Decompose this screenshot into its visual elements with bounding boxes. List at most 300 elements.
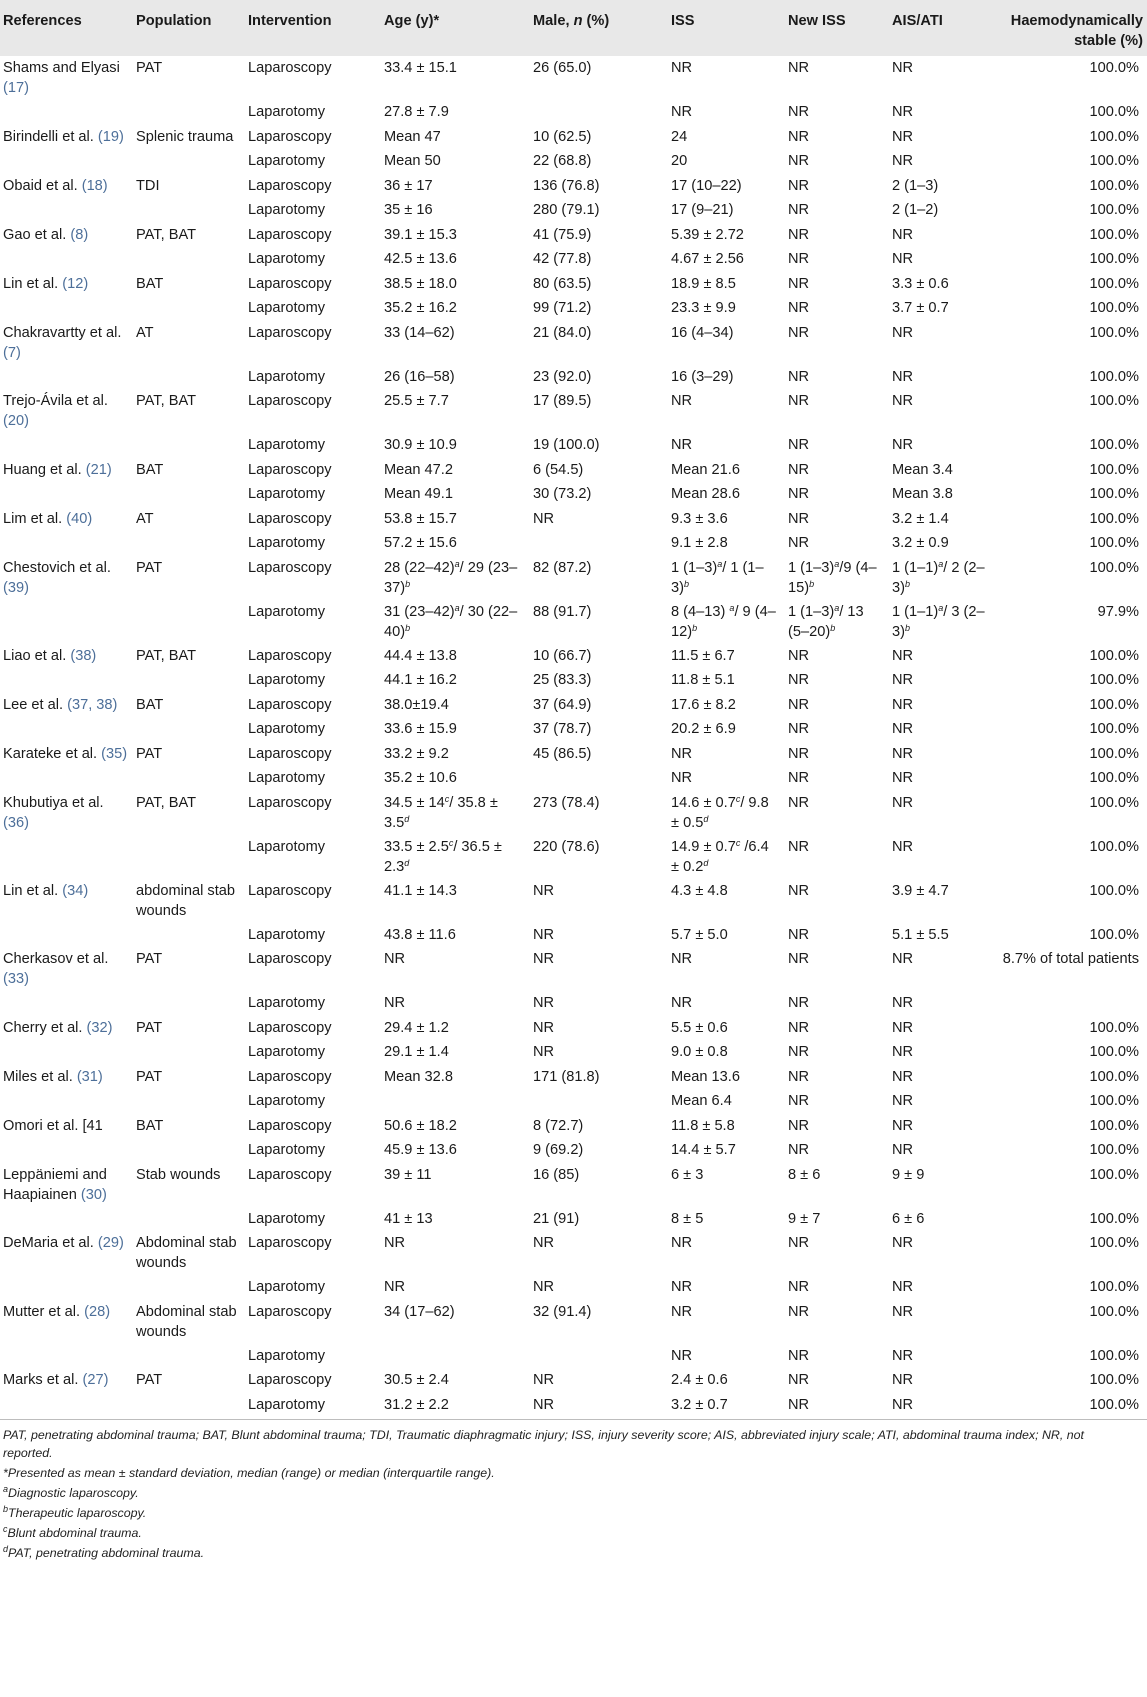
cell-male: NR (533, 510, 555, 527)
cell-ais-ati: NR (892, 251, 914, 267)
cell-ais-ati: NR (892, 794, 914, 811)
cell-iss: Mean 6.4 (671, 1093, 732, 1109)
cell-iss: 5.39 ± 2.72 (671, 226, 744, 243)
cell-male: 45 (86.5) (533, 745, 592, 762)
cell-iss: 14.6 ± 0.7$^c$/ 9.8 ± 0.5$^d$ (671, 793, 769, 831)
table-row (0, 1344, 1147, 1369)
cell-intervention: Laparoscopy (248, 1372, 332, 1388)
footnote-marker: b (692, 622, 698, 633)
cell-age: 33 (14–62) (384, 324, 455, 341)
cell-new-iss: 1 $(1-3)^a/$ 13 $(5-20)^b$ (788, 602, 864, 640)
cell-population (132, 149, 244, 174)
cell-reference: Huang et al. (21) (3, 461, 112, 478)
table-row (0, 879, 1147, 923)
cell-iss: 8 ± 5 (671, 1210, 704, 1227)
cell-male: 19 (100.0) (533, 437, 600, 453)
cell-haemodynamically-stable: 100.0% (1089, 721, 1139, 737)
cell-haemodynamically-stable: 100.0% (1089, 672, 1139, 688)
cell-new-iss: 1 $(1-3)^a/9$ $(4-15)^b$ (788, 558, 877, 596)
cell-new-iss: NR (788, 251, 810, 267)
cell-ais-ati: NR (892, 647, 914, 664)
cell-population (132, 1344, 244, 1369)
cell-haemodynamically-stable: 100.0% (1089, 1279, 1139, 1295)
footnote: *Presented as mean ± standard deviation, median (range) or median (interquartile range). (3, 1465, 495, 1480)
table-row (0, 1368, 1147, 1393)
cell-intervention: Laparoscopy (248, 275, 332, 292)
cell-male (529, 531, 667, 556)
cell-male: NR (533, 951, 555, 967)
cell-new-iss: NR (784, 1393, 888, 1420)
cell-ais-ati: 5.1 ± 5.5 (892, 926, 949, 943)
cell-ais-ati: 1 $(1-1)^a/$ 3 $(2-3)^b$ (892, 602, 985, 640)
cell-new-iss: NR (788, 461, 810, 478)
cell-population (132, 717, 244, 742)
reference-link[interactable]: (36) (3, 814, 29, 831)
cell-new-iss: NR (788, 838, 810, 855)
cell-intervention: Laparotomy (248, 1093, 326, 1109)
cell-reference (0, 1089, 132, 1114)
reference-link[interactable]: (33) (3, 971, 29, 987)
cell-male: 32 (91.4) (533, 1303, 592, 1320)
cell-ais-ati: 3.3 ± 0.6 (892, 275, 949, 292)
cell-age: 41 ± 13 (384, 1210, 433, 1227)
cell-reference: Miles et al. (31) (3, 1068, 103, 1085)
footnote-marker: d (3, 1543, 9, 1554)
footnote-marker: b (3, 1503, 9, 1514)
cell-population: PAT, BAT (136, 226, 197, 243)
cell-haemodynamically-stable: 100.0% (1089, 486, 1139, 502)
cell-population (132, 1040, 244, 1065)
reference-link[interactable]: (37, 38) (67, 696, 118, 713)
cell-age: 42.5 ± 13.6 (384, 251, 457, 267)
footnote-marker: a (834, 602, 840, 613)
reference-link[interactable]: (27) (82, 1372, 109, 1388)
cell-iss: 16 (4–34) (671, 324, 734, 341)
cell-population: abdominal stab wounds (136, 882, 235, 919)
table-row (0, 717, 1147, 742)
cell-age: 35 ± 16 (384, 202, 433, 218)
cell-haemodynamically-stable: 100.0% (1089, 393, 1139, 409)
cell-population (132, 482, 244, 507)
cell-haemodynamically-stable: 100.0% (1089, 60, 1139, 76)
cell-age: 31.2 ± 2.2 (380, 1393, 529, 1420)
cell-reference (0, 600, 132, 644)
cell-intervention: Laparotomy (248, 1347, 326, 1364)
table-row (0, 149, 1147, 174)
cell-ais-ati: Mean 3.4 (892, 461, 953, 478)
table-row (0, 223, 1147, 248)
cell-haemodynamically-stable: 100.0% (1089, 202, 1139, 218)
table-row (0, 1207, 1147, 1232)
cell-new-iss: NR (788, 510, 810, 527)
table-row (0, 531, 1147, 556)
cell-iss: NR (671, 60, 693, 76)
cell-iss: 23.3 ± 9.9 (671, 300, 736, 316)
cell-intervention: Laparotomy (248, 995, 326, 1011)
header-new-iss: New ISS (784, 0, 888, 56)
cell-new-iss: NR (788, 1279, 810, 1295)
footnote-marker: c (735, 837, 741, 848)
cell-population: BAT (136, 461, 164, 478)
cell-reference (0, 1138, 132, 1163)
cell-male: NR (533, 1372, 555, 1388)
cell-male: 9 (69.2) (533, 1142, 584, 1158)
cell-iss: 5.5 ± 0.6 (671, 1019, 728, 1036)
cell-age: 50.6 ± 18.2 (384, 1117, 457, 1134)
cell-reference: Liao et al. (38) (3, 647, 97, 664)
footnote: $^b$Therapeutic laparoscopy. (3, 1503, 147, 1520)
cell-population: BAT (136, 275, 164, 292)
footnote-marker: b (809, 578, 815, 589)
cell-haemodynamically-stable: 100.0% (1089, 153, 1139, 169)
footnote-marker: d (404, 813, 410, 824)
table-row (0, 947, 1147, 991)
cell-reference: Lee et al. (37, 38) (3, 696, 118, 713)
cell-age: 57.2 ± 15.6 (384, 535, 457, 551)
cell-male: 10 (62.5) (533, 128, 592, 145)
cell-reference: Obaid et al. (18) (3, 177, 108, 194)
footnote-marker: a (454, 558, 460, 569)
cell-new-iss: NR (788, 1303, 810, 1320)
cell-new-iss: NR (788, 1372, 810, 1388)
cell-new-iss: NR (788, 324, 810, 341)
cell-intervention: Laparotomy (248, 300, 326, 316)
cell-ais-ati: NR (892, 226, 914, 243)
cell-ais-ati: NR (892, 1372, 914, 1388)
cell-population: PAT (136, 1372, 163, 1388)
cell-population: BAT (136, 696, 164, 713)
cell-intervention: Laparoscopy (248, 461, 332, 478)
footnote: $^a$Diagnostic laparoscopy. (3, 1483, 139, 1500)
cell-male: 21 (84.0) (533, 324, 592, 341)
cell-intervention: Laparoscopy (248, 324, 332, 341)
footnote-marker: a (938, 558, 944, 569)
cell-population: Splenic trauma (136, 128, 234, 145)
cell-population: PAT, BAT (136, 393, 197, 409)
cell-iss: 11.8 ± 5.1 (671, 672, 735, 688)
cell-age: Mean 32.8 (384, 1068, 453, 1085)
cell-age: 38.5 ± 18.0 (384, 275, 457, 292)
cell-ais-ati: NR (892, 1068, 914, 1085)
cell-new-iss: NR (788, 745, 810, 762)
cell-reference: DeMaria et al. (29) (3, 1235, 124, 1251)
cell-male: 42 (77.8) (533, 251, 592, 267)
cell-reference (0, 835, 132, 879)
cell-haemodynamically-stable: 100.0% (1089, 838, 1139, 855)
cell-new-iss: NR (788, 794, 810, 811)
cell-population (132, 1275, 244, 1300)
cell-reference (0, 198, 132, 223)
reference-link[interactable]: (34) (62, 882, 89, 899)
reference-link[interactable]: (17) (3, 80, 29, 96)
cell-ais-ati: NR (892, 672, 914, 688)
cell-ais-ati: NR (892, 838, 914, 855)
footnote-marker: c (444, 793, 450, 804)
cell-iss: 14.4 ± 5.7 (671, 1142, 736, 1158)
cell-age: 34 (17–62) (384, 1303, 455, 1320)
cell-iss: 14.9 ± 0.7$^c$ /6.4 ± 0.2$^d$ (671, 837, 769, 875)
table-row (0, 668, 1147, 693)
cell-population (132, 600, 244, 644)
cell-haemodynamically-stable: 100.0% (1089, 1166, 1139, 1183)
cell-haemodynamically-stable: 100.0% (1089, 794, 1139, 811)
cell-iss: 2.4 ± 0.6 (671, 1372, 728, 1388)
table-row (0, 1393, 1147, 1420)
cell-male: 16 (85) (533, 1166, 580, 1183)
table-row (0, 296, 1147, 321)
cell-ais-ati: NR (892, 1303, 914, 1320)
cell-male: 6 (54.5) (533, 461, 584, 478)
cell-haemodynamically-stable: 100.0% (1089, 226, 1139, 243)
cell-reference (0, 923, 132, 948)
cell-ais-ati: 3.9 ± 4.7 (892, 882, 949, 899)
cell-intervention: Laparotomy (248, 721, 326, 737)
cell-iss: 16 (3–29) (671, 368, 734, 385)
table-row (0, 1065, 1147, 1090)
cell-age: Mean 47 (384, 128, 441, 145)
cell-new-iss: NR (788, 770, 810, 786)
cell-population: PAT (136, 745, 163, 762)
cell-new-iss: NR (788, 275, 810, 292)
cell-male: 273 (78.4) (533, 794, 600, 811)
cell-reference (0, 766, 132, 791)
cell-haemodynamically-stable: 100.0% (1089, 1347, 1139, 1364)
cell-haemodynamically-stable: 100.0% (1089, 128, 1139, 145)
cell-reference (0, 247, 132, 272)
reference-link[interactable]: (35) (101, 745, 128, 762)
cell-ais-ati: NR (892, 1093, 914, 1109)
cell-male: 17 (89.5) (533, 393, 592, 409)
cell-new-iss: NR (788, 1142, 810, 1158)
cell-iss: 11.8 ± 5.8 (671, 1117, 735, 1134)
cell-intervention: Laparotomy (248, 437, 326, 453)
cell-ais-ati: NR (892, 721, 914, 737)
header-age: Age (y)* (380, 0, 529, 56)
cell-reference (0, 717, 132, 742)
cell-male: NR (533, 1279, 555, 1295)
cell-intervention: Laparoscopy (248, 1303, 332, 1320)
cell-age: NR (384, 995, 406, 1011)
header-references: References (0, 0, 132, 56)
footnote-marker: b (904, 622, 910, 633)
cell-male (529, 1344, 667, 1369)
cell-male: NR (533, 882, 555, 899)
cell-male: NR (533, 926, 555, 943)
table-row (0, 644, 1147, 669)
cell-haemodynamically-stable: 100.0% (1089, 510, 1139, 527)
cell-male: 25 (83.3) (533, 672, 592, 688)
cell-male: 99 (71.2) (533, 300, 592, 316)
table-row (0, 1163, 1147, 1207)
cell-age: Mean 50 (384, 153, 441, 169)
cell-haemodynamically-stable: 100.0% (1089, 1019, 1139, 1036)
table-row (0, 321, 1147, 365)
cell-iss: 1 $(1-3)^a/$ 1 $(1-3)^b$ (671, 558, 764, 596)
footnote-marker: a (729, 602, 735, 613)
cell-new-iss: NR (788, 226, 810, 243)
cell-male: 280 (79.1) (533, 202, 600, 218)
reference-link[interactable]: (12) (62, 275, 89, 292)
cell-reference: Gao et al. (8) (3, 226, 89, 243)
cell-intervention: Laparoscopy (248, 647, 332, 664)
cell-iss: NR (671, 1235, 693, 1251)
cell-haemodynamically-stable: 100.0% (1089, 696, 1139, 713)
cell-iss: Mean 21.6 (671, 461, 740, 478)
cell-iss: NR (671, 1279, 693, 1295)
cell-new-iss: NR (788, 1019, 810, 1036)
reference-link[interactable]: (18) (81, 177, 108, 194)
reference-link[interactable]: (28) (84, 1303, 111, 1320)
cell-ais-ati: NR (892, 393, 914, 409)
footnote: PAT, penetrating abdominal trauma; BAT, Blunt abdominal trauma; TDI, Traumatic diaphragmatic injury; ISS, injury severity score; AIS, abbreviated injury scale; ATI, abdominal trauma index; NR, not reported. (3, 1427, 1084, 1460)
table-row (0, 247, 1147, 272)
cell-haemodynamically-stable: 100.0% (1089, 1210, 1139, 1227)
cell-iss: 9.0 ± 0.8 (671, 1044, 728, 1060)
cell-iss: NR (671, 437, 693, 453)
footnote-marker: b (405, 578, 411, 589)
cell-intervention: Laparoscopy (248, 226, 332, 243)
cell-population (132, 668, 244, 693)
cell-haemodynamically-stable: 100.0% (1089, 104, 1139, 120)
cell-intervention: Laparoscopy (248, 1068, 332, 1085)
cell-age: 27.8 ± 7.9 (384, 104, 449, 120)
cell-intervention: Laparotomy (248, 1279, 326, 1295)
cell-population: Abdominal stab wounds (136, 1303, 237, 1340)
cell-age: 35.2 ± 16.2 (384, 300, 457, 316)
cell-iss: NR (671, 951, 693, 967)
cell-male: 21 (91) (533, 1210, 580, 1227)
reference-link[interactable]: (38) (70, 647, 97, 664)
footnote-marker: c (735, 793, 741, 804)
cell-population (132, 991, 244, 1016)
cell-age: 33.2 ± 9.2 (384, 745, 449, 762)
cell-new-iss: NR (788, 128, 810, 145)
cell-haemodynamically-stable: 100.0% (1089, 1044, 1139, 1060)
footnote-marker: b (904, 578, 910, 589)
cell-intervention: Laparoscopy (248, 510, 332, 527)
cell-haemodynamically-stable: 100.0% (1089, 177, 1139, 194)
cell-haemodynamically-stable: 100.0% (1089, 300, 1139, 316)
cell-ais-ati: NR (892, 104, 914, 120)
table-row (0, 272, 1147, 297)
cell-ais-ati: NR (892, 1044, 914, 1060)
reference-link[interactable]: (7) (3, 344, 21, 361)
cell-population (132, 923, 244, 948)
cell-iss: Mean 13.6 (671, 1068, 740, 1085)
cell-age: 44.1 ± 16.2 (384, 672, 457, 688)
reference-link[interactable]: (30) (80, 1186, 107, 1203)
cell-population (132, 766, 244, 791)
cell-ais-ati: 3.2 ± 0.9 (892, 535, 949, 551)
cell-population (132, 365, 244, 390)
cell-reference: Mutter et al. (28) (3, 1303, 111, 1320)
header-ais-ati: AIS/ATI (888, 0, 989, 56)
reference-link[interactable]: (19) (97, 128, 124, 145)
cell-male: 8 (72.7) (533, 1117, 584, 1134)
cell-population: PAT (136, 60, 163, 76)
reference-link[interactable]: (29) (97, 1235, 124, 1251)
cell-male: 136 (76.8) (533, 177, 600, 194)
table-row (0, 1114, 1147, 1139)
footnote-marker: d (703, 813, 709, 824)
table-row (0, 600, 1147, 644)
cell-iss: 4.67 ± 2.56 (671, 251, 744, 267)
cell-haemodynamically-stable: 100.0% (1089, 324, 1139, 341)
cell-ais-ati: 2 (1–2) (892, 202, 939, 218)
cell-iss: NR (671, 1347, 693, 1364)
cell-age: 39 ± 11 (384, 1166, 432, 1183)
cell-intervention: Laparoscopy (248, 745, 332, 762)
reference-link[interactable]: (31) (76, 1068, 103, 1085)
cell-population (132, 1138, 244, 1163)
cell-reference: Omori et al. [41 (3, 1117, 103, 1134)
cell-new-iss: 8 ± 6 (788, 1166, 821, 1183)
table-row (0, 56, 1147, 100)
footnote: $^d$PAT, penetrating abdominal trauma. (3, 1543, 205, 1560)
cell-reference (0, 668, 132, 693)
cell-reference (0, 365, 132, 390)
reference-link[interactable]: (39) (3, 579, 29, 596)
cell-ais-ati: NR (892, 696, 914, 713)
reference-link[interactable]: (40) (66, 510, 93, 527)
cell-age: $34.5 \pm 14^c/$ 35.8 ± 3.5$^d$ (384, 793, 498, 831)
reference-link[interactable]: (8) (70, 226, 89, 243)
cell-male: 22 (68.8) (533, 153, 592, 169)
reference-link[interactable]: (20) (3, 413, 29, 429)
cell-new-iss: NR (788, 486, 810, 502)
table-body (0, 56, 1147, 1419)
cell-ais-ati: NR (892, 128, 914, 145)
cell-new-iss: NR (788, 393, 810, 409)
table-row (0, 1040, 1147, 1065)
footnote-marker: b (683, 578, 689, 589)
cell-male (529, 1089, 667, 1114)
cell-iss: 24 (671, 128, 688, 145)
cell-haemodynamically-stable: 8.7% of total patients (1002, 951, 1139, 967)
table-row (0, 100, 1147, 125)
cell-reference: Leppäniemi and Haapiainen (30) (3, 1166, 107, 1203)
cell-new-iss: NR (788, 951, 810, 967)
reference-link[interactable]: (32) (86, 1019, 113, 1036)
cell-reference: Shams and Elyasi (17) (3, 60, 120, 96)
table-row (0, 1275, 1147, 1300)
cell-population: TDI (136, 177, 160, 194)
cell-reference (0, 1207, 132, 1232)
cell-iss: 11.5 ± 6.7 (671, 647, 735, 664)
cell-ais-ati: NR (892, 153, 914, 169)
cell-new-iss: NR (788, 647, 810, 664)
cell-new-iss: NR (788, 926, 810, 943)
cell-haemodynamically-stable: 100.0% (1089, 1303, 1139, 1320)
table-row (0, 923, 1147, 948)
cell-haemodynamically-stable (989, 991, 1147, 1016)
cell-population: PAT, BAT (136, 647, 197, 664)
cell-reference (0, 1040, 132, 1065)
table-row (0, 198, 1147, 223)
cell-haemodynamically-stable: 100.0% (1089, 1372, 1139, 1388)
reference-link[interactable]: (21) (85, 461, 112, 478)
cell-haemodynamically-stable: 100.0% (1089, 1068, 1139, 1085)
cell-ais-ati: NR (892, 1117, 914, 1134)
cell-ais-ati: NR (892, 745, 914, 762)
cell-population: PAT (136, 559, 163, 576)
table-row (0, 507, 1147, 532)
cell-population (132, 198, 244, 223)
cell-haemodynamically-stable: 100.0% (1089, 1142, 1139, 1158)
cell-population: PAT (136, 1019, 163, 1036)
cell-iss: 9.1 ± 2.8 (671, 535, 728, 551)
table-row (0, 791, 1147, 835)
